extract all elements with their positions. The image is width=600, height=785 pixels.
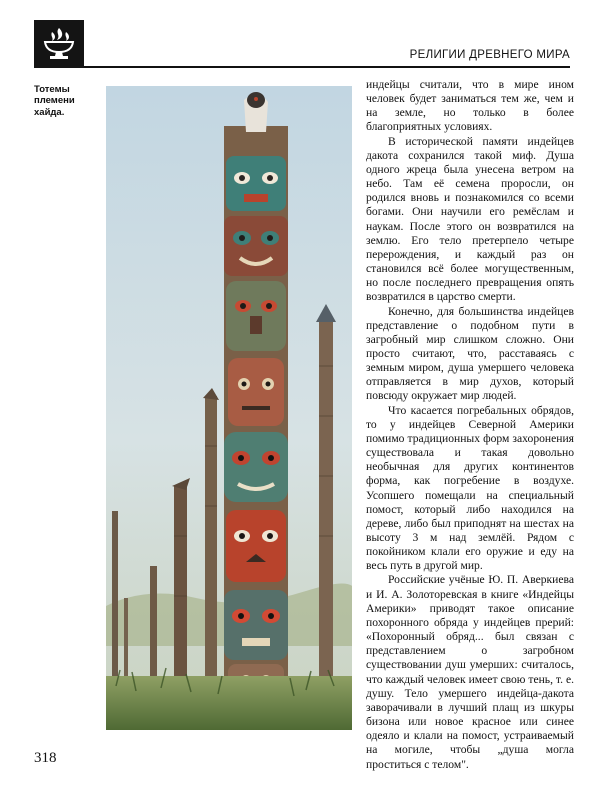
figure-caption: Тотемы племени хайда. [34,84,75,118]
paragraph-dakota-myth: В исторической памяти индейцев дакота сохранился такой миф. Душа одного жреца была унесена ветром на небо. Там её семена проросли, он родился вновь и познакомился со всеми богами. Они научили его ремёслам и наукам. После этого он возвратился на землю. Его тело претерпело четыре перерождения, и каждый раз он становился всё более могущественным, но после последнего превращения опять возвратился в царство смерти. [366,134,574,304]
header-rule [84,66,570,68]
paragraph-air-burial: Что касается погребальных обрядов, то у индейцев Северной Америки помимо традиционных форм захоронения существовала и такая довольно необычная для других континентов форма, как погребение в воздухе. Усопшего помещали на специальный помост, который либо находился на дереве, либо был приподнят на шестах на высоту 3 м над землёй. Рядом с покойником клали его оружие и еду на весь путь в другой мир. [366,403,574,573]
totem-pole-illustration [106,86,352,730]
paragraph-quotation: Российские учёные Ю. П. Аверкиева и И. А. Золоторевская в книге «Индейцы Америки» приводят такое описание похоронного обряда у индейцев прерий: «Похоронный обряд... был связан с представлением о загробном существовании душ умерших: считалось, что каждый человек имеет свою тень, т. е. душу. Тело умершего индейца-дакота заворачивали в лучший плащ из шкуры бизона или новое красное или синее одеяло и клали на помост, устраиваемый на могиле, чтобы „душа могла проститься с телом". [366,573,574,771]
running-head: РЕЛИГИИ ДРЕВНЕГО МИРА [409,49,570,61]
totem-illustration [106,86,352,730]
logo-badge [34,20,84,68]
paragraph-afterlife-path: Конечно, для большинства индейцев представление о подобном пути в загробный мир слишком сложно. Они просто считают, что, расставаясь с земным миром, душа умершего человека отправляется в мир духов, который повсюду окружает мир людей. [366,304,574,403]
article-body [366,78,574,772]
brazier-icon [39,25,79,63]
page-number: 318 [34,750,57,766]
paragraph-continued: индейцы считали, что в мире ином человек будет заниматься тем же, чем и на земле, но только в более благоприятных условиях. [366,78,574,134]
